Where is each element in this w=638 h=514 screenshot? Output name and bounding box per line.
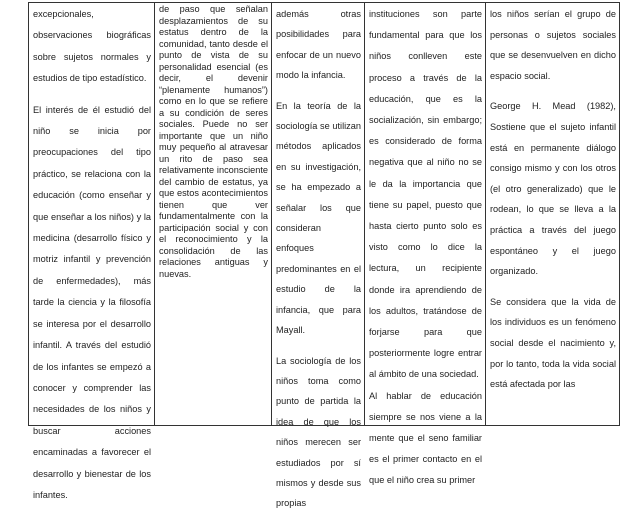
paragraph: El interés de él estudió del niño se inicia por preocupaciones del tipo práctico, se relaciona con la educación (como enseñar y que enseñar a los niños) y la medicina (desarrollo físico y motriz infantil y prevención de enfermedades), más tarde la ciencia y la filosofía se interesa por el desarrollo infantil. A través del estudió de los infantes se empezó a conocer y comprender las necesidades de los niños y buscar acciones encaminadas a favorecer el desarrollo y bienestar de los infantes. xyxy=(33,104,151,500)
paragraph: excepcionales, observaciones biográficas sobre sujetos normales y estudios de tipo estadístico. xyxy=(33,9,151,84)
paragraph: George H. Mead (1982), Sostiene que el sujeto infantil está en permanente diálogo consigo mismo y con los otros (el otro generalizado) que le rodean, lo que se lleva a la práctica a través del juego espontáneo y el juego organizado. xyxy=(490,101,616,277)
paragraph: Al hablar de educación siempre se nos viene a la mente que el seno familiar es el primer contacto en el que el niño crea su primer xyxy=(369,390,482,486)
paragraph: Se considera que la vida de los individuos es un fenómeno social desde el nacimiento y, por lo tanto, toda la vida social está afectada por las xyxy=(490,296,616,390)
paragraph: En la teoría de la sociología se utilizan métodos aplicados en su investigación, se ha empezado a señalar los que consideran enfoques predominantes en el estudio de la infancia, que para Mayall. xyxy=(276,100,361,336)
table-column-4 xyxy=(364,3,485,486)
table-column-2 xyxy=(154,3,271,425)
paragraph: además otras posibilidades para enfocar de un nuevo modo la infancia. xyxy=(276,9,361,81)
paragraph: instituciones son parte fundamental para que los niños conlleven este proceso a través de la educación, que es la socialización, sin embargo; es considerado de forma negativa que al niño no se le da la importancia que tiene su papel, puesto que hasta cierto punto solo es visto como lo dice la lectura, un recipiente donde ira aprendiendo de los adultos, tratándose de forjarse para que posteriormente logre entrar al ámbito de una sociedad. xyxy=(369,9,482,380)
paragraph: de paso que señalan desplazamientos de su estatus dentro de la comunidad, tanto desde el punto de vista de su personalidad esencial (es decir, el devenir “plenamente humanos”) como en lo que se refiere a su condición de seres sociales. Puede no ser importante que un niño muy pequeño al atravesar un rito de paso sea relativamente inconsciente del cambio de estatus, ya que estos acontecimientos tienen que ver fundamentalmente con la participación social y con el reconocimiento y la consolidación de las relaciones antiguas y nuevas. xyxy=(159,4,268,279)
table-column-1 xyxy=(28,3,154,500)
paragraph: La sociología de los niños toma como punto de partida la idea de que los niños merecen ser estudiados por sí mismos y desde sus propias xyxy=(276,355,361,509)
table-column-3 xyxy=(271,3,364,509)
text-table xyxy=(28,2,620,509)
table-column-5 xyxy=(485,3,620,425)
paragraph: los niños serían el grupo de personas o sujetos sociales que se desenvuelven en dicho espacio social. xyxy=(490,9,616,81)
